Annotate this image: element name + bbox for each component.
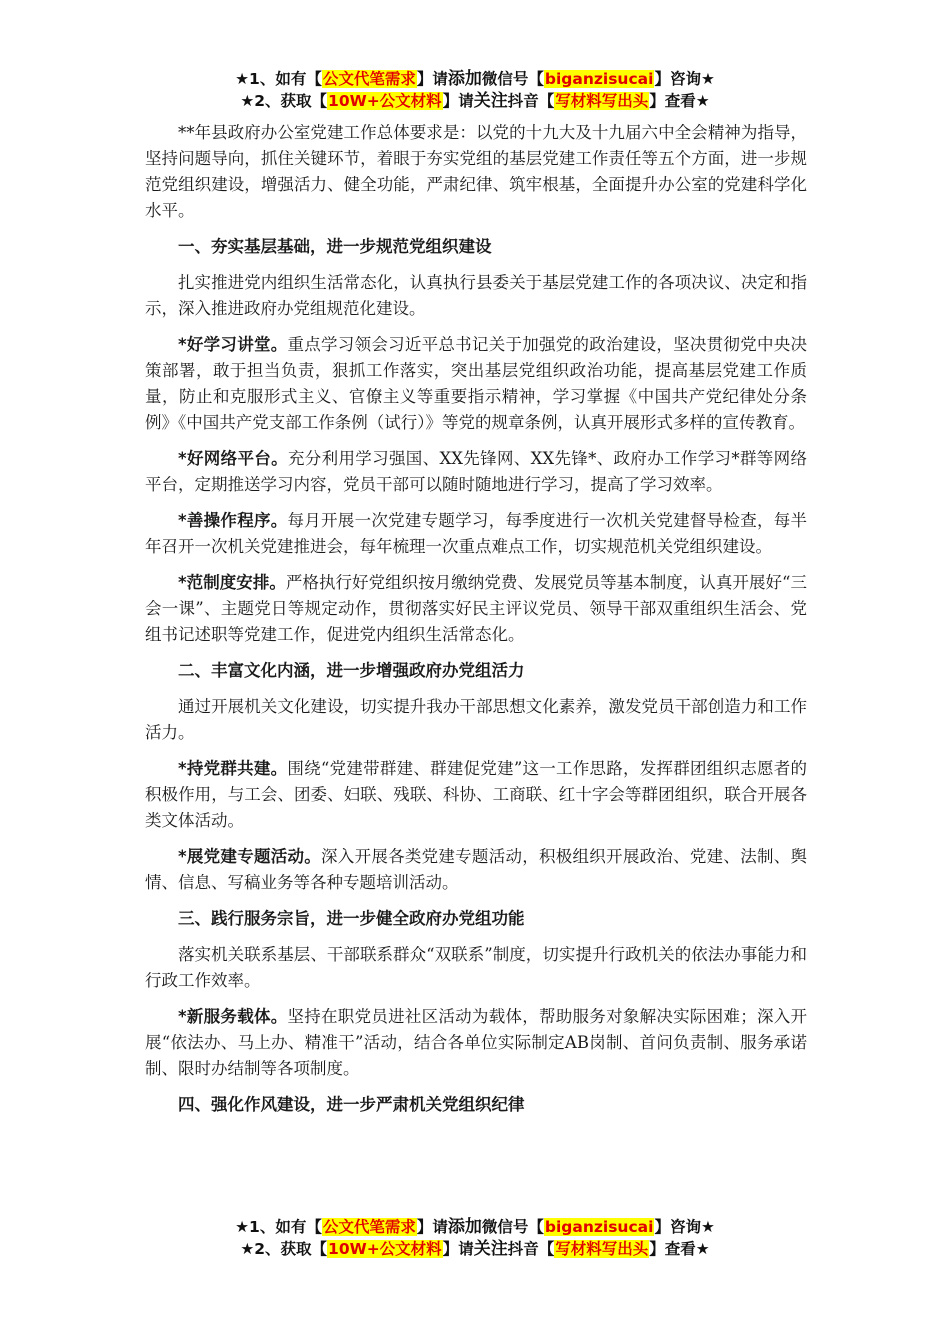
item-text: 严格执行好党组织按月缴纳党费、发展党员等基本制度，认真开展好“三会一课”、主题党日等规定动作，贯彻落实好民主评议党员、领导干部双重组织生活会、党组书记述职等党建工作，促进党内组织生活常态化。 xyxy=(145,573,807,644)
banner-emphasis: 添加 xyxy=(447,1217,482,1237)
banner-text: 】查看★ xyxy=(649,92,710,110)
item-lead: *范制度安排。 xyxy=(178,573,286,592)
banner-text: 】请 xyxy=(416,1218,448,1236)
banner-text: 】请 xyxy=(416,70,448,88)
item-text: 坚持在职党员进社区活动为载体，帮助服务对象解决实际困难；深入开展“依法办、马上办、精准干”活动，结合各单位实际制定AB岗制、首问负责制、服务承诺制、限时办结制等各项制度。 xyxy=(145,1007,807,1078)
section-summary-3: 落实机关联系基层、干部联系群众“双联系”制度，切实提升行政机关的依法办事能力和行政工作效率。 xyxy=(145,945,807,990)
section-heading-2: 二、丰富文化内涵，进一步增强政府办党组活力 xyxy=(178,661,525,680)
item-paragraph xyxy=(145,332,807,436)
footer-banner xyxy=(0,1216,950,1260)
banner-line-1 xyxy=(0,1216,950,1238)
item-text: 围绕“党建带群建、群建促党建”这一工作思路，发挥群团组织志愿者的积极作用，与工会、团委、妇联、残联、科协、工商联、红十字会等群团组织，联合开展各类文体活动。 xyxy=(145,759,807,830)
banner-highlight-service: 公文代笔需求 xyxy=(322,70,416,88)
banner-line-2 xyxy=(0,1238,950,1260)
banner-emphasis: 关注 xyxy=(473,1239,508,1259)
banner-text: 抖音【 xyxy=(507,1240,555,1258)
item-paragraph xyxy=(145,570,807,648)
banner-line-1 xyxy=(0,68,950,90)
document-body xyxy=(145,120,807,1128)
banner-text: ★1、如有【 xyxy=(235,1218,322,1236)
banner-highlight-materials: 10W+公文材料 xyxy=(328,92,442,110)
section-summary-2: 通过开展机关文化建设，切实提升我办干部思想文化素养，激发党员干部创造力和工作活力。 xyxy=(145,697,807,742)
banner-highlight-douyin: 写材料写出头 xyxy=(555,92,649,110)
banner-text: ★1、如有【 xyxy=(235,70,322,88)
banner-highlight-service: 公文代笔需求 xyxy=(322,1218,416,1236)
item-paragraph xyxy=(145,1004,807,1082)
banner-emphasis: 添加 xyxy=(447,69,482,89)
banner-emphasis: 关注 xyxy=(473,91,508,111)
banner-highlight-wechat-id: biganzisucai xyxy=(544,70,654,88)
intro-paragraph: **年县政府办公室党建工作总体要求是：以党的十九大及十九届六中全会精神为指导，坚持问题导向，抓住关键环节，着眼于夯实党组的基层党建工作责任等五个方面，进一步规范党组织建设，增强活力、健全功能，严肃纪律、筑牢根基，全面提升办公室的党建科学化水平。 xyxy=(145,123,807,220)
item-paragraph xyxy=(145,756,807,834)
item-text: 重点学习领会习近平总书记关于加强党的政治建设，坚决贯彻党中央决策部署，敢于担当负责，狠抓工作落实，突出基层党组织政治功能，提高基层党建工作质量，防止和克服形式主义、官僚主义等重要指示精神，学习掌握《中国共产党纪律处分条例》《中国共产党支部工作条例（试行）》等党的规章条例，认真开展形式多样的宣传教育。 xyxy=(145,335,807,432)
banner-text: 】请 xyxy=(442,1240,474,1258)
section-heading-3: 三、践行服务宗旨，进一步健全政府办党组功能 xyxy=(178,909,525,928)
item-lead: *展党建专题活动。 xyxy=(178,847,322,866)
item-text: 深入开展各类党建专题活动，积极组织开展政治、党建、法制、舆情、信息、写稿业务等各种专题培训活动。 xyxy=(145,847,807,892)
banner-text: 】请 xyxy=(442,92,474,110)
item-lead: *新服务载体。 xyxy=(178,1007,288,1026)
banner-text: 】咨询★ xyxy=(654,70,715,88)
section-summary-1: 扎实推进党内组织生活常态化，认真执行县委关于基层党建工作的各项决议、决定和指示，深入推进政府办党组规范化建设。 xyxy=(145,273,807,318)
banner-text: 抖音【 xyxy=(507,92,555,110)
item-lead: *持党群共建。 xyxy=(178,759,288,778)
banner-text: 】咨询★ xyxy=(654,1218,715,1236)
item-paragraph xyxy=(145,446,807,498)
banner-text: ★2、获取【 xyxy=(240,92,328,110)
banner-highlight-wechat-id: biganzisucai xyxy=(544,1218,654,1236)
item-text: 充分利用学习强国、XX先锋网、XX先锋*、政府办工作学习*群等网络平台，定期推送学习内容，党员干部可以随时随地进行学习，提高了学习效率。 xyxy=(145,449,807,494)
banner-text: 】查看★ xyxy=(649,1240,710,1258)
banner-text: 微信号【 xyxy=(481,70,544,88)
banner-text: ★2、获取【 xyxy=(240,1240,328,1258)
banner-highlight-douyin: 写材料写出头 xyxy=(555,1240,649,1258)
item-lead: *善操作程序。 xyxy=(178,511,288,530)
item-text: 每月开展一次党建专题学习，每季度进行一次机关党建督导检查，每半年召开一次机关党建推进会，每年梳理一次重点难点工作，切实规范机关党组织建设。 xyxy=(145,511,807,556)
item-paragraph xyxy=(145,844,807,896)
header-banner xyxy=(0,68,950,112)
banner-highlight-materials: 10W+公文材料 xyxy=(328,1240,442,1258)
item-lead: *好学习讲堂。 xyxy=(178,335,288,354)
banner-text: 微信号【 xyxy=(481,1218,544,1236)
section-heading-4: 四、强化作风建设，进一步严肃机关党组织纪律 xyxy=(178,1095,525,1114)
item-lead: *好网络平台。 xyxy=(178,449,288,468)
item-paragraph xyxy=(145,508,807,560)
section-heading-1: 一、夯实基层基础，进一步规范党组织建设 xyxy=(178,237,492,256)
banner-line-2 xyxy=(0,90,950,112)
